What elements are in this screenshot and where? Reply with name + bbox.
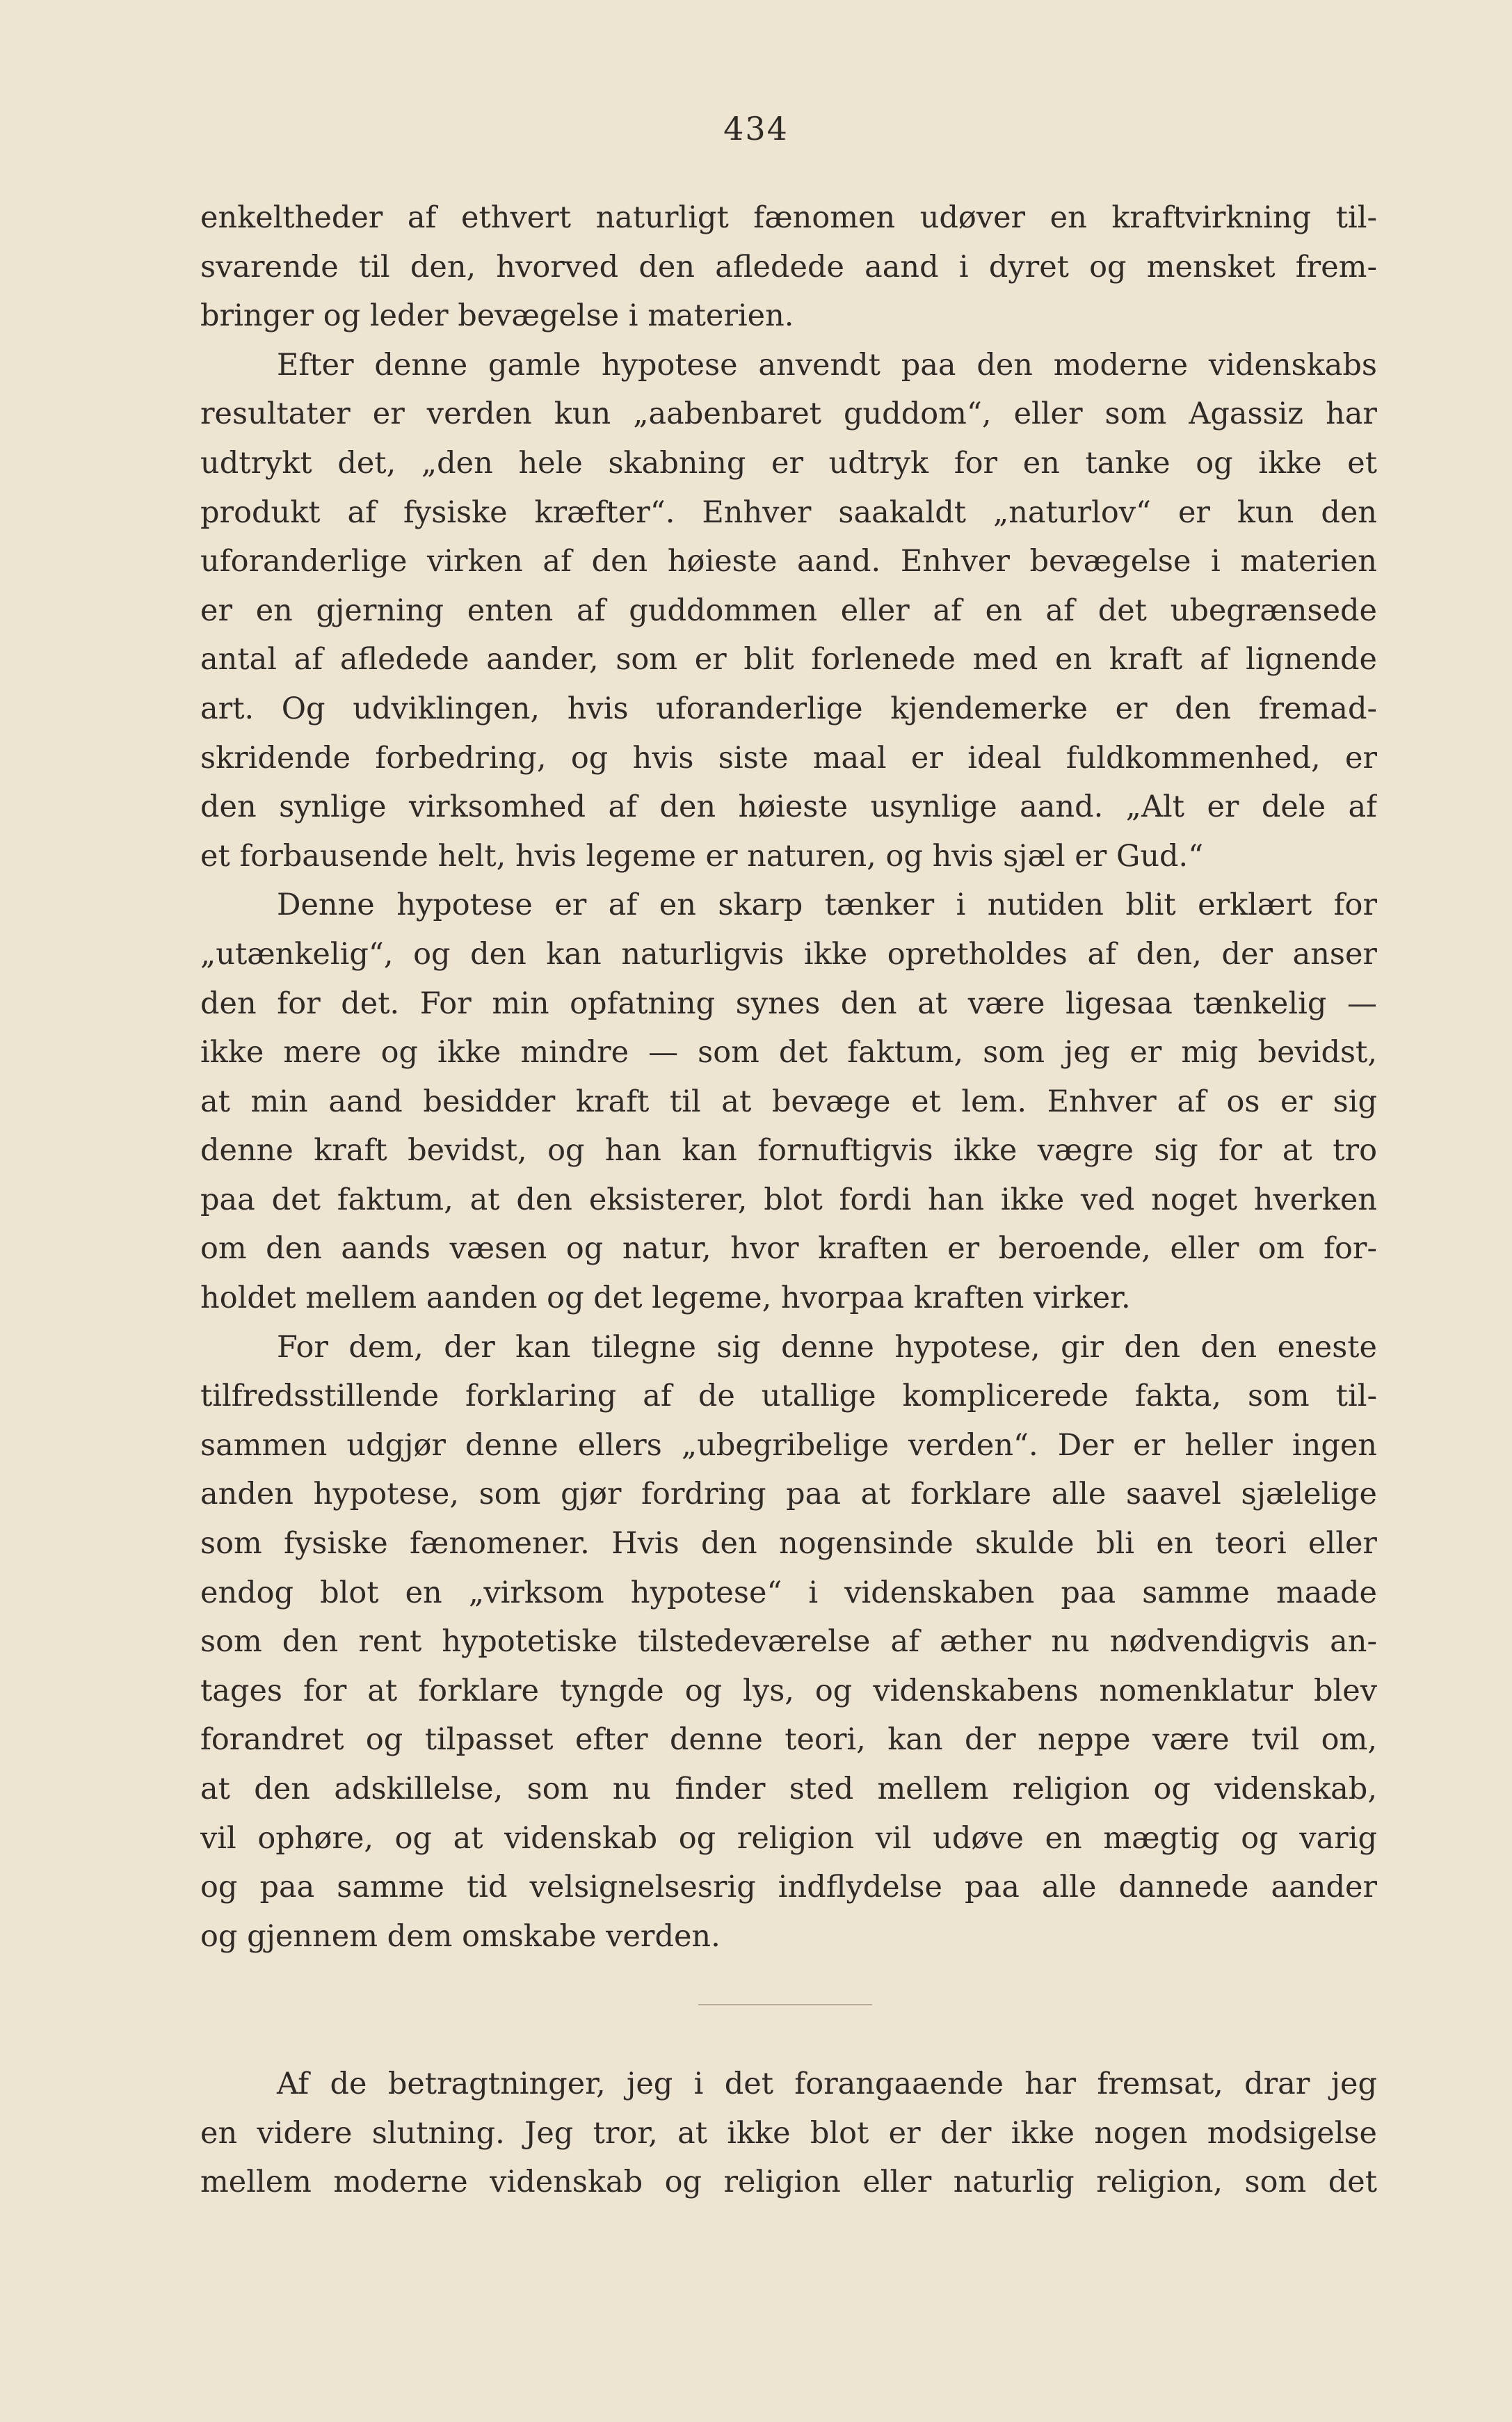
text-line: enkeltheder af ethvert naturligt fænomen udøver en kraftvirkning til- <box>200 200 1377 235</box>
text-line: „utænkelig“, og den kan naturligvis ikke opretholdes af den, der anser <box>200 936 1377 972</box>
text-line: denne kraft bevidst, og han kan fornuftigvis ikke vægre sig for at tro <box>200 1133 1377 1169</box>
text-line: anden hypotese, som gjør fordring paa at forklare alle saavel sjælelige <box>200 1477 1377 1512</box>
text-line: som den rent hypotetiske tilstedeværelse af æther nu nødvendigvis an- <box>200 1624 1377 1660</box>
text-line: Denne hypotese er af en skarp tænker i nutiden blit erklært for <box>277 888 1377 923</box>
text-line: at den adskillelse, som nu finder sted mellem religion og videnskab, <box>200 1772 1377 1806</box>
section-divider <box>698 2004 872 2005</box>
text-line: vil ophøre, og at videnskab og religion vil udøve en mægtig og varig <box>200 1820 1377 1856</box>
text-line: skridende forbedring, og hvis siste maal er ideal fuldkommenhed, er <box>200 740 1377 776</box>
text-line: og paa samme tid velsignelsesrig indflydelse paa alle dannede aander <box>200 1870 1377 1905</box>
page-number: 434 <box>723 110 789 147</box>
text-line: bringer og leder bevægelse i materien. <box>200 298 794 334</box>
text-line: Af de betragtninger, jeg i det forangaaende har fremsat, drar jeg <box>277 2067 1377 2101</box>
text-line: et forbausende helt, hvis legeme er naturen, og hvis sjæl er Gud.“ <box>200 838 1204 874</box>
text-line: svarende til den, hvorved den afledede aand i dyret og mensket frem- <box>200 249 1377 284</box>
text-line: produkt af fysiske kræfter“. Enhver saakaldt „naturlov“ er kun den <box>200 495 1377 530</box>
text-line: art. Og udviklingen, hvis uforanderlige kjendemerke er den fremad- <box>200 691 1377 726</box>
text-line: udtrykt det, „den hele skabning er udtryk for en tanke og ikke et <box>200 445 1377 481</box>
text-line: endog blot en „virksom hypotese“ i videnskaben paa samme maade <box>200 1575 1377 1610</box>
text-line: antal af afledede aander, som er blit forlenede med en kraft af lignende <box>200 642 1377 677</box>
text-line: paa det faktum, at den eksisterer, blot fordi han ikke ved noget hverken <box>200 1182 1377 1217</box>
text-line: ikke mere og ikke mindre — som det faktum, som jeg er mig bevidst, <box>200 1035 1377 1070</box>
main-text-block <box>200 193 1377 1961</box>
text-line: den for det. For min opfatning synes den at være ligesaa tænkelig — <box>200 986 1377 1021</box>
text-line: er en gjerning enten af guddommen eller af en af det ubegrænsede <box>200 593 1377 628</box>
text-line: resultater er verden kun „aabenbaret guddom“, eller som Agassiz har <box>200 396 1377 432</box>
text-line: holdet mellem aanden og det legeme, hvorpaa kraften virker. <box>200 1281 1131 1316</box>
text-line: som fysiske fænomener. Hvis den nogensinde skulde bli en teori eller <box>200 1526 1377 1562</box>
text-line: Efter denne gamle hypotese anvendt paa den moderne videnskabs <box>277 347 1377 383</box>
text-line: tages for at forklare tyngde og lys, og videnskabens nomenklatur blev <box>200 1673 1377 1708</box>
text-line: tilfredsstillende forklaring af de utallige komplicerede fakta, som til- <box>200 1379 1377 1414</box>
text-line: uforanderlige virken af den høieste aand. Enhver bevægelse i materien <box>200 544 1377 579</box>
text-line: en videre slutning. Jeg tror, at ikke blot er der ikke nogen modsigelse <box>200 2115 1377 2151</box>
text-line: og gjennem dem omskabe verden. <box>200 1918 721 1954</box>
text-line: forandret og tilpasset efter denne teori, kan der neppe være tvil om, <box>200 1722 1377 1758</box>
following-section-text <box>200 2060 1377 2207</box>
text-line: den synlige virksomhed af den høieste usynlige aand. „Alt er dele af <box>200 789 1377 825</box>
text-line: at min aand besidder kraft til at bevæge et lem. Enhver af os er sig <box>200 1084 1377 1119</box>
text-line: For dem, der kan tilegne sig denne hypotese, gir den den eneste <box>277 1329 1377 1365</box>
text-line: sammen udgjør denne ellers „ubegribelige verden“. Der er heller ingen <box>200 1427 1377 1463</box>
text-line: om den aands væsen og natur, hvor kraften er beroende, eller om for- <box>200 1231 1377 1267</box>
text-line: mellem moderne videnskab og religion eller naturlig religion, som det <box>200 2165 1377 2200</box>
